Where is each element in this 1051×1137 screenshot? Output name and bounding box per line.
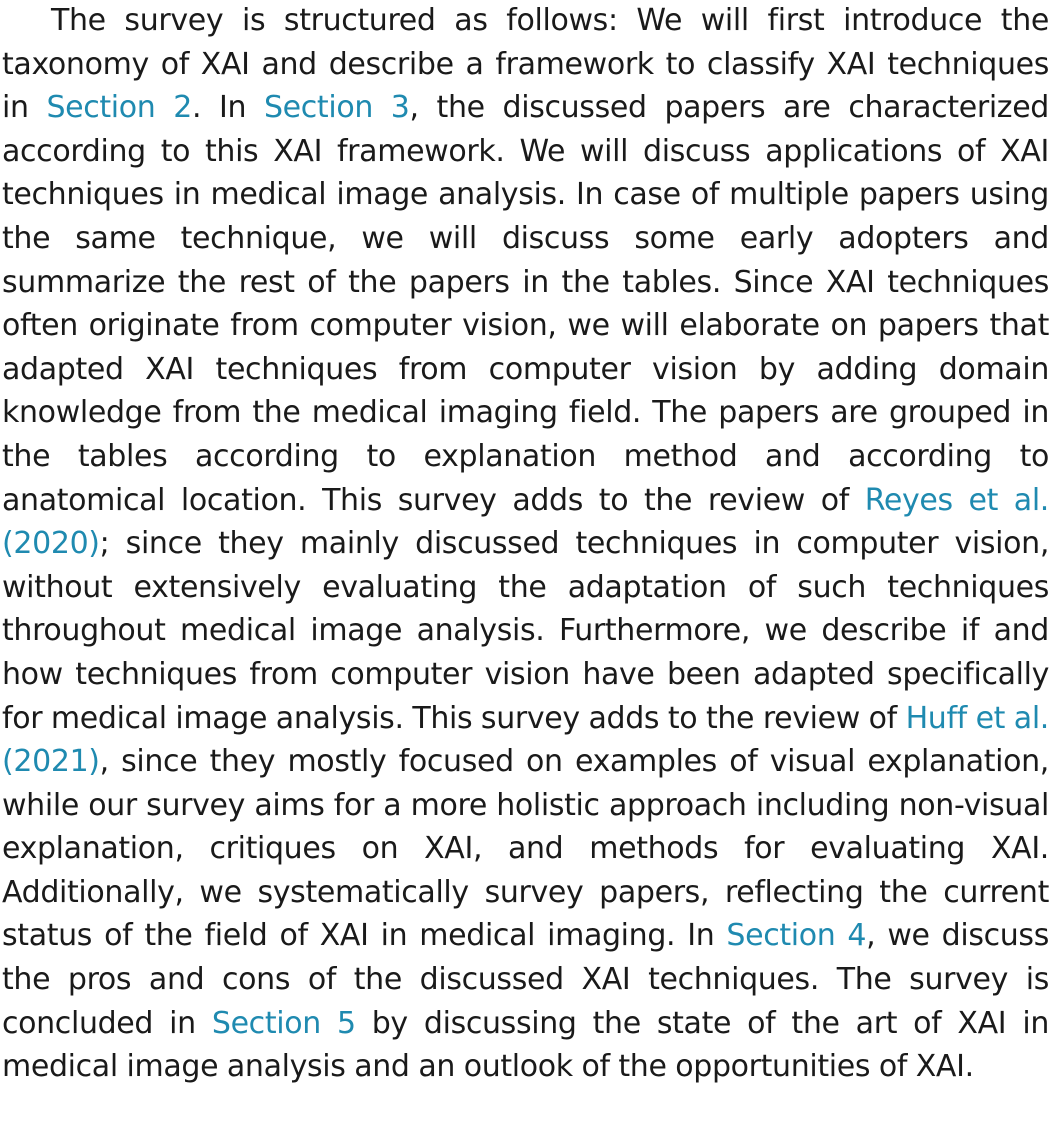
reyes-2020-citation-link[interactable]: Reyes et al. (2020) (2, 482, 1049, 562)
paragraph-text: , the discussed papers are characterized according to this XAI framework. We will discuss applications of XAI techniques in medical image analysis. In case of multiple papers using the same technique, we will discuss some early adopters and summarize the rest of the papers in the tables. Since XAI techniques often originate from computer vision, we will elaborate on papers that adapted XAI techniques from computer vision by adding domain knowledge from the medical imaging field. The papers are grouped in the tables according to explanation method and according to anatomical location. This survey adds to the review of (2, 90, 1050, 518)
paragraph-text: ; since they mainly discussed techniques in computer vision, without extensively evaluating the adaptation of such techniques throughout medical image analysis. Furthermore, we describe if and how techniques from computer vision have been adapted specifically for medical image analysis. This survey adds to the review of (2, 526, 1049, 736)
huff-2021-citation-link[interactable]: Huff et al. (2021) (2, 700, 1049, 780)
paragraph-text: . In (192, 90, 264, 126)
section-3-link[interactable]: Section 3 (263, 90, 410, 126)
paragraph-text: , since they mostly focused on examples of visual explanation, while our survey aims for a more holistic approach including non-visual explanation, critiques on XAI, and methods for evaluating XAI. Additionally, we systematically survey papers, reflecting the current status of the field of XAI in medical imaging. In (2, 744, 1049, 954)
paragraph-text: , we discuss the pros and cons of the discussed XAI techniques. The survey is concluded in (2, 918, 1049, 1041)
body-paragraph (2, 0, 1049, 1089)
section-4-link[interactable]: Section 4 (726, 918, 867, 954)
section-2-link[interactable]: Section 2 (46, 90, 193, 126)
paragraph-text: by discussing the state of the art of XAI in medical image analysis and an outlook of the opportunities of XAI. (2, 1005, 1050, 1085)
section-5-link[interactable]: Section 5 (211, 1005, 356, 1041)
paragraph-text: The survey is structured as follows: We will first introduce the taxonomy of XAI and describe a framework to classify XAI techniques in (2, 3, 1049, 126)
